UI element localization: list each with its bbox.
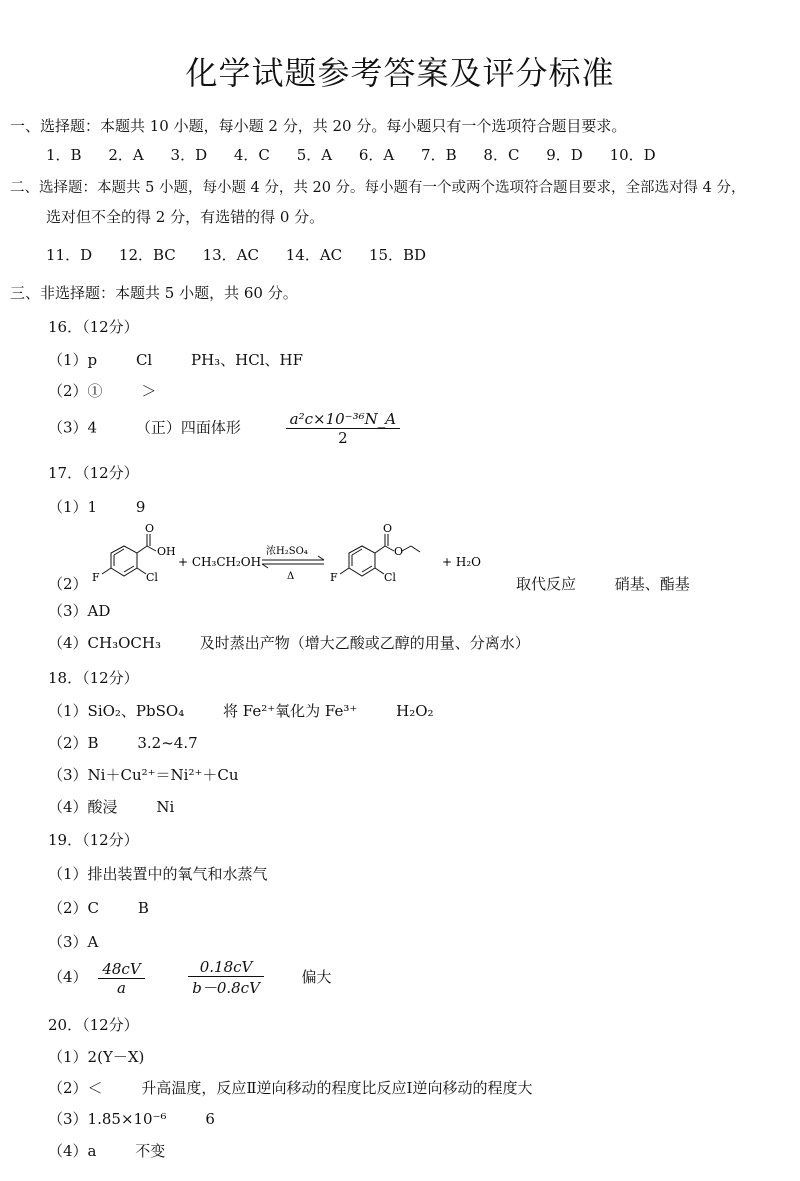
q18-answer-2: （2）B 3.2~4.7 [48,734,198,752]
q18-answer-4: （4）酸浸 Ni [48,798,175,816]
q19-fraction-1: $\frac{48cV}{a}$ [98,960,144,997]
atom-O: O [394,545,404,558]
atom-O: O [145,522,155,535]
answer-1: 1．B [46,146,82,164]
atom-F: F [330,571,338,584]
reactant-structure [102,534,156,576]
atom-F: F [92,571,100,584]
equilibrium-arrow [262,556,324,568]
q17-answer-2-label: （2） [48,575,88,593]
q18-answer-1: （1）SiO₂、PbSO₄ 将 Fe²⁺氧化为 Fe³⁺ H₂O₂ [48,702,434,720]
q20-answer-1: （1）2(Y－X) [48,1048,145,1066]
section-2-header-line1: 二、选择题：本题共 5 小题，每小题 4 分，共 20 分。每小题有一个或两个选项符合题目要求，全部选对得 4 分， [10,180,746,196]
q16-answer-1: （1）p Cl PH₃、HCl、HF [48,351,304,369]
section-3-header: 三、非选择题：本题共 5 小题，共 60 分。 [10,284,298,302]
section-2-answers [46,244,426,265]
answer-8: 8．C [483,146,520,164]
equation-plus-water: + H₂O [442,555,481,569]
q19-answer-1: （1）排出装置中的氧气和水蒸气 [48,865,268,883]
condition-acid: 浓H₂SO₄ [266,546,308,557]
q16-answer-3: （3）4 （正）四面体形 $\frac{\text{a²c×10⁻³⁶N\_A}}{2}$ [48,410,406,447]
section-1-header: 一、选择题：本题共 10 小题，每小题 2 分，共 20 分。每小题只有一个选项符合题目要求。 [10,117,627,135]
q19-heading: 19．（12分） [48,831,139,849]
atom-O: O [383,522,393,535]
q20-heading: 20．（12分） [48,1016,139,1034]
q17-answer-4: （4）CH₃OCH₃ 及时蒸出产物（增大乙酸或乙醇的用量、分离水） [48,634,530,652]
atom-OH: OH [157,545,176,558]
answer-11: 11．D [46,246,93,264]
q20-answer-2: （2）＜ 升高温度，反应Ⅱ逆向移动的程度比反应Ⅰ逆向移动的程度大 [48,1079,533,1097]
q18-heading: 18．（12分） [48,669,139,687]
q16-density-fraction: $\frac{\text{a²c×10⁻³⁶N\_A}}{2}$ [286,410,400,447]
answer-7: 7．B [421,146,457,164]
q17-answer-2-reaction-type: 取代反应 硝基、酯基 [516,575,690,593]
answer-13: 13．AC [202,246,259,264]
answer-3: 3．D [170,146,208,164]
q20-answer-4: （4）a 不变 [48,1142,166,1160]
condition-heat: Δ [287,571,295,582]
page-title: 化学试题参考答案及评分标准 [185,54,615,92]
q17-answer-1: （1）1 9 [48,498,146,516]
q16-heading: 16．（12分） [48,318,139,336]
answer-5: 5．A [296,146,333,164]
q20-answer-3: （3）1.85×10⁻⁶ 6 [48,1110,215,1128]
section-1-answers [46,144,656,165]
section-2-header-line2: 选对但不全的得 2 分，有选错的得 0 分。 [46,208,325,226]
answer-12: 12．BC [118,246,176,264]
answer-4: 4．C [233,146,270,164]
answer-9: 9．D [546,146,583,164]
esterification-equation [80,520,500,592]
q19-answer-4: （4） $\frac{48cV}{a}$ $\frac{0.18cV}{b-0.8cV}$ 偏大 [48,958,332,997]
equation-plus-ethanol: + CH₃CH₂OH [178,555,262,569]
atom-Cl: Cl [146,571,158,584]
q19-fraction-2: $\frac{0.18cV}{b-0.8cV}$ [188,958,264,998]
answer-15: 15．BD [368,246,427,264]
answer-10: 10．D [609,146,656,164]
q18-answer-3: （3）Ni＋Cu²⁺＝Ni²⁺＋Cu [48,766,239,784]
q16-answer-2: （2）① ＞ [48,382,157,400]
q17-heading: 17．（12分） [48,464,139,482]
q17-answer-3: （3）AD [48,602,111,620]
answer-14: 14．AC [285,246,343,264]
product-structure [340,534,420,576]
q19-answer-3: （3）A [48,933,99,951]
answer-6: 6．A [358,146,395,164]
answer-2: 2．A [108,146,144,164]
q19-answer-2: （2）C B [48,899,149,917]
atom-Cl: Cl [384,571,396,584]
